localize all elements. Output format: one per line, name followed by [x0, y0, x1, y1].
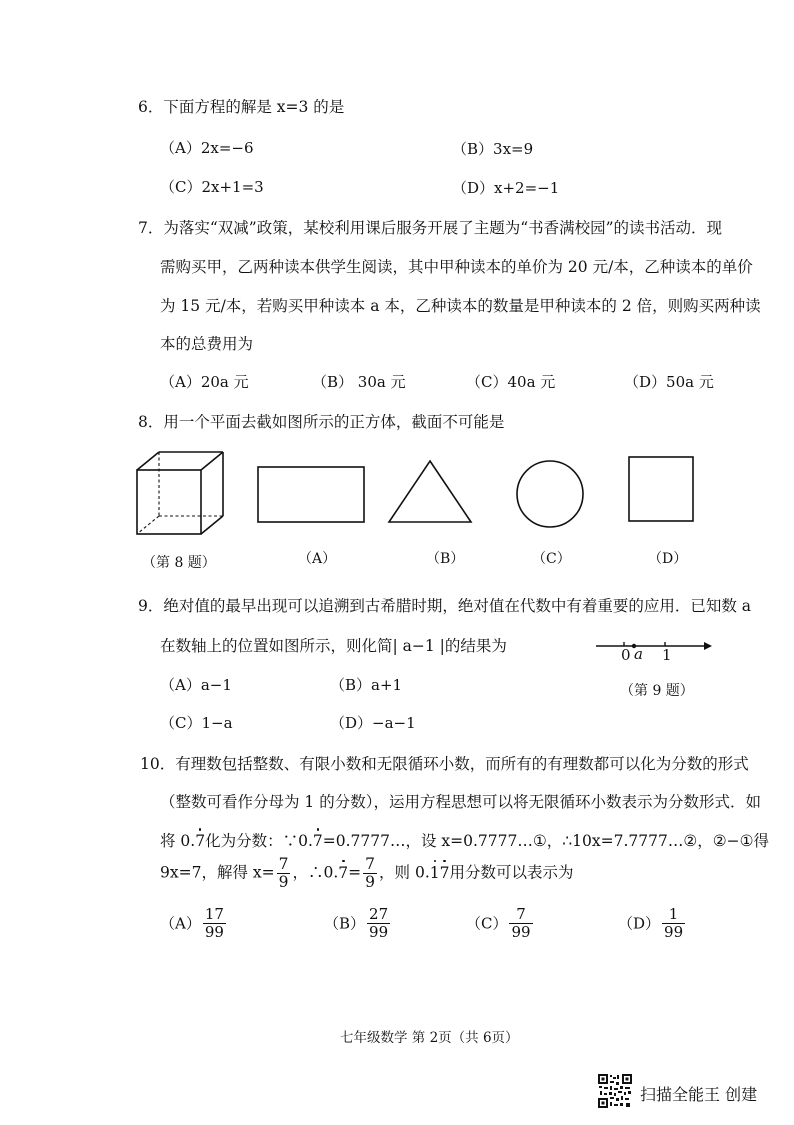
q10-option-d: （D） $\frac{1}{99}$	[618, 905, 684, 941]
q7-line-3: 为 15 元/本，若购买甲种读本 a 本，乙种读本的数量是甲种读本的 2 倍，则购买两种读	[160, 297, 761, 315]
scanner-watermark: 扫描全能王 创建	[640, 1085, 758, 1104]
q7-option-d: （D）50a 元	[624, 373, 714, 391]
cube-figure	[130, 448, 230, 543]
q8-figure-caption: （第 8 题）	[142, 555, 216, 571]
rectangle-shape	[255, 465, 367, 525]
q6-option-a: （A）2x=−6	[160, 139, 254, 157]
q10-line-1: 10．有理数包括整数、有限小数和无限循环小数，而所有的有理数都可以化为分数的形式	[140, 755, 749, 773]
square-shape	[626, 454, 696, 524]
number-line	[594, 637, 716, 663]
qr-code-icon	[598, 1074, 632, 1108]
triangle-shape	[386, 458, 474, 526]
q7-option-a: （A）20a 元	[160, 373, 249, 391]
q8-stem: 8．用一个平面去截如图所示的正方体，截面不可能是	[138, 413, 505, 431]
page-footer: 七年级数学 第 2页（共 6页）	[340, 1030, 519, 1046]
q6-stem: 6．下面方程的解是 x=3 的是	[138, 98, 345, 116]
q10-option-b: （B） $\frac{27}{99}$	[324, 905, 389, 941]
q10-line-4: 9x=7，解得 x= $\frac{7}{9}$ ，∴0.7= $\frac{7}{9}$ ，则 0.17用分数可以表示为	[160, 855, 574, 892]
q9-line-2: 在数轴上的位置如图所示，则化简| a−1 |的结果为	[160, 637, 507, 655]
q10-option-a: （A） $\frac{17}{99}$	[160, 905, 224, 941]
q7-line-2: 需购买甲，乙两种读本供学生阅读，其中甲种读本的单价为 20 元/本，乙种读本的单价	[160, 258, 753, 276]
q10-option-c: （C） $\frac{7}{99}$	[466, 905, 531, 941]
q7-line-1: 7．为落实“双减”政策，某校利用课后服务开展了主题为“书香满校园”的读书活动．现	[138, 219, 723, 237]
q6-option-c: （C）2x+1=3	[160, 178, 264, 196]
q8-option-d: （D）	[648, 551, 688, 567]
q9-option-c: （C）1−a	[160, 714, 233, 732]
number-line-zero-label: 0	[621, 646, 631, 664]
q6-option-d: （D）x+2=−1	[452, 179, 560, 197]
q9-option-d: （D）−a−1	[330, 714, 416, 732]
q10-line-2: （整数可看作分母为 1 的分数），运用方程思想可以将无限循环小数表示为分数形式．如	[160, 793, 761, 811]
q8-option-c: （C）	[532, 551, 571, 567]
q7-line-4: 本的总费用为	[160, 335, 254, 353]
number-line-a-label: a	[634, 645, 643, 663]
q7-option-b: （B） 30a 元	[312, 373, 406, 391]
q6-option-b: （B）3x=9	[452, 140, 534, 158]
q9-line-1: 9．绝对值的最早出现可以追溯到古希腊时期，绝对值在代数中有着重要的应用．已知数 a	[138, 597, 752, 615]
circle-shape	[514, 458, 586, 530]
q9-figure-caption: （第 9 题）	[620, 683, 694, 699]
q8-option-a: （A）	[298, 551, 337, 567]
q9-option-a: （A）a−1	[160, 676, 232, 694]
number-line-one-label: 1	[662, 646, 672, 664]
q9-option-b: （B）a+1	[330, 676, 403, 694]
q10-line-3: 将 0.7化为分数：∵0.7=0.7777…，设 x=0.7777…①，∴10x=7.7777…②，②−①得	[160, 832, 769, 850]
q8-option-b: （B）	[426, 551, 465, 567]
q7-option-c: （C）40a 元	[466, 373, 556, 391]
